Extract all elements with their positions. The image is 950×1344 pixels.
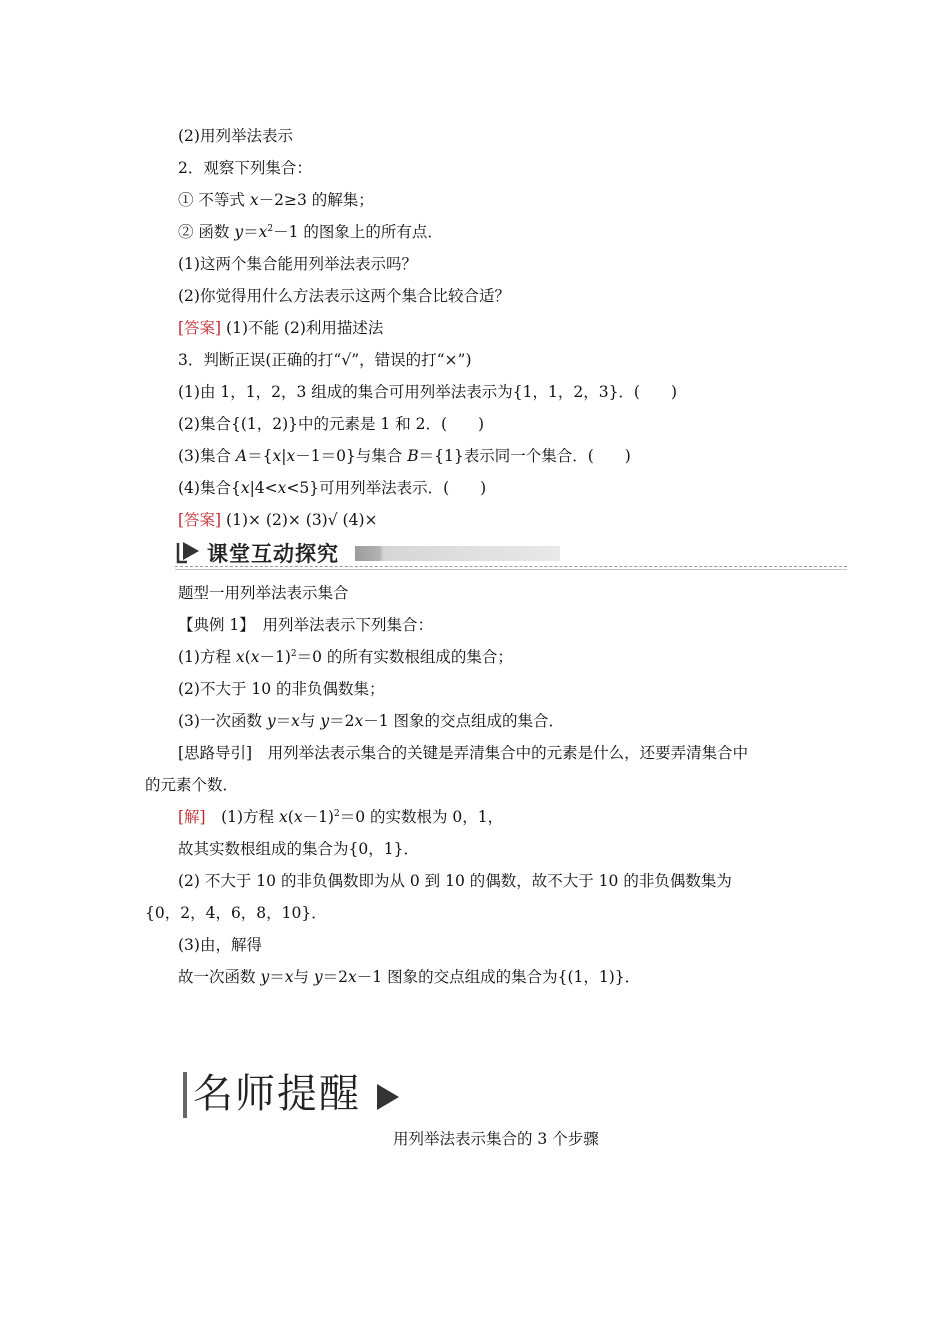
text-line: (3)由，解得 <box>178 936 262 954</box>
text-line: (4)集合{x|4<x<5}可用列举法表示．( ) <box>178 479 487 497</box>
text-line: (2) 不大于 10 的非负偶数即为从 0 到 10 的偶数，故不大于 10 的非负偶数集为 <box>178 872 732 890</box>
topic-heading: 题型一用列举法表示集合 <box>178 584 349 602</box>
tip-caption: 用列举法表示集合的 3 个步骤 <box>393 1130 599 1148</box>
text-line: {0，2，4，6，8，10}． <box>145 904 327 922</box>
text-line: (2)用列举法表示 <box>178 127 293 145</box>
text-line: (1)由 1，1，2，3 组成的集合可用列举法表示为{1，1，2，3}．( ) <box>178 383 678 401</box>
text-line: (2)你觉得用什么方法表示这两个集合比较合适？ <box>178 287 510 305</box>
text-line: (2)不大于 10 的非负偶数集； <box>178 680 385 698</box>
play-arrow-icon <box>175 540 203 564</box>
tip-bar <box>183 1072 187 1118</box>
banner-bar <box>355 546 560 561</box>
text-line: 故一次函数 y＝x与 y＝2x－1 图象的交点组成的集合为{(1，1)}． <box>178 968 641 986</box>
text-line: (3)一次函数 y＝x与 y＝2x－1 图象的交点组成的集合． <box>178 712 565 730</box>
text-line: [思路导引] 用列举法表示集合的关键是弄清集合中的元素是什么，还要弄清集合中 <box>178 744 749 762</box>
question-heading: 3．判断正误(正确的打“√”，错误的打“×”) <box>178 351 472 369</box>
teacher-tip-heading <box>183 1070 443 1120</box>
text-line: ① 不等式 x－2≥3 的解集； <box>178 191 374 209</box>
text-line: (1)方程 $x(x-1)^2=0$ 的所有实数根组成的集合； <box>178 648 513 666</box>
text-line: 故其实数根组成的集合为{0，1}． <box>178 840 419 858</box>
question-heading: 2．观察下列集合： <box>178 159 312 177</box>
text-line: 的元素个数． <box>145 776 239 794</box>
text-line: (1)这两个集合能用列举法表示吗？ <box>178 255 417 273</box>
triangle-arrow-icon <box>375 1082 401 1112</box>
answer-line: [答案] (1)不能 (2)利用描述法 <box>178 319 384 337</box>
example-tag: 【典例 1】 <box>178 616 248 634</box>
answer-tag: [答案] <box>178 511 222 529</box>
example-heading: 【典例 1】 用列举法表示下列集合： <box>178 616 434 634</box>
text-line: (3)集合 A＝{x|x－1＝0}与集合 B＝{1}表示同一个集合．( ) <box>178 447 631 465</box>
section-banner <box>175 538 847 570</box>
solution-tag: [解] <box>178 808 206 826</box>
tip-title: 名师提醒 <box>193 1071 361 1117</box>
banner-divider <box>175 569 847 570</box>
text-line: ② 函数 $y=x^2-1$ 的图象上的所有点． <box>178 223 443 241</box>
answer-line: [答案] (1)× (2)× (3)√ (4)× <box>178 511 378 529</box>
solution-line: [解] (1)方程 $x(x-1)^2=0$ 的实数根为 0，1， <box>178 808 504 826</box>
answer-tag: [答案] <box>178 319 222 337</box>
text-line: (2)集合{(1，2)}中的元素是 1 和 2．( ) <box>178 415 485 433</box>
section-title: 课堂互动探究 <box>207 542 339 566</box>
